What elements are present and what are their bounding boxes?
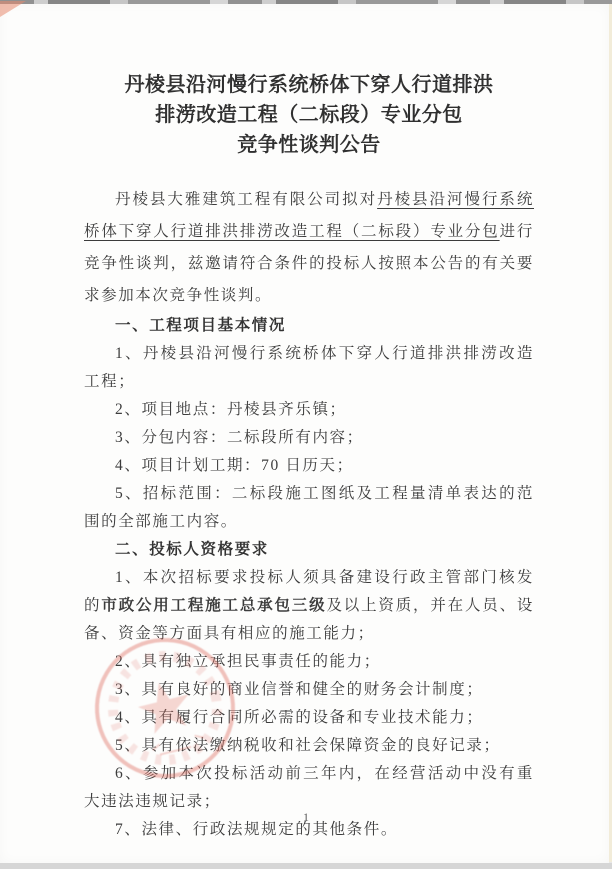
section-2-heading: 二、投标人资格要求 <box>115 541 269 558</box>
title-line-3: 竞争性谈判公告 <box>237 134 381 156</box>
section-2-item-3: 3、具有良好的商业信誉和健全的财务会计制度； <box>115 681 484 698</box>
section-2-item-1-qualification-bold: 市政公用工程施工总承包三级 <box>101 597 327 614</box>
section-1-item-4: 4、项目计划工期：70 日历天； <box>115 457 354 474</box>
section-1-item-1: 1、丹棱县沿河慢行系统桥体下穿人行道排洪排涝改造工程； <box>84 345 534 390</box>
title-line-2: 排涝改造工程（二标段）专业分包 <box>155 104 463 126</box>
title-line-1: 丹棱县沿河慢行系统桥体下穿人行道排洪 <box>124 74 494 96</box>
section-1-item-5: 5、招标范围：二标段施工图纸及工程量清单表达的范围的全部施工内容。 <box>84 485 534 530</box>
scan-edge-bottom <box>0 863 612 869</box>
intro-paragraph <box>84 184 534 312</box>
page-number: 1 <box>303 810 309 824</box>
scan-corner-artifact <box>0 1 26 17</box>
document-page <box>0 4 609 863</box>
section-2-item-6: 6、参加本次投标活动前三年内，在经营活动中没有重大违法违规记录； <box>84 765 534 810</box>
intro-prefix: 丹棱县大雅建筑工程有限公司拟对 <box>115 191 378 208</box>
section-1-item-3: 3、分包内容：二标段所有内容； <box>115 429 364 446</box>
document-content <box>84 70 534 844</box>
page-title <box>84 70 534 160</box>
section-2-item-4: 4、具有履行合同所必需的设备和专业技术能力； <box>115 709 484 726</box>
section-2-item-1-prefix: 1、本次招标要求投标人须具备建设行政主管部门核发的 <box>84 569 534 614</box>
section-1-item-2: 2、项目地点：丹棱县齐乐镇； <box>115 401 347 418</box>
intro-project-name-underlined: 丹棱县沿河慢行系统桥体下穿人行道排洪排涝改造工程（二标段）专业分包 <box>84 191 534 240</box>
section-2-item-2: 2、具有独立承担民事责任的能力； <box>115 653 381 670</box>
section-2-item-5: 5、具有依法缴纳税收和社会保障资金的良好记录； <box>115 737 501 754</box>
section-2-item-7: 7、法律、行政法规规定的其他条件。 <box>115 821 398 838</box>
intro-suffix: 进行竞争性谈判，兹邀请符合条件的投标人按照本公告的有关要求参加本次竞争性谈判。 <box>84 223 534 304</box>
section-2-item-1 <box>84 564 534 648</box>
section-1-heading: 一、工程项目基本情况 <box>115 317 287 334</box>
section-2-item-1-suffix: 及以上资质，并在人员、设备、资金等方面具有相应的施工能力； <box>84 597 535 642</box>
